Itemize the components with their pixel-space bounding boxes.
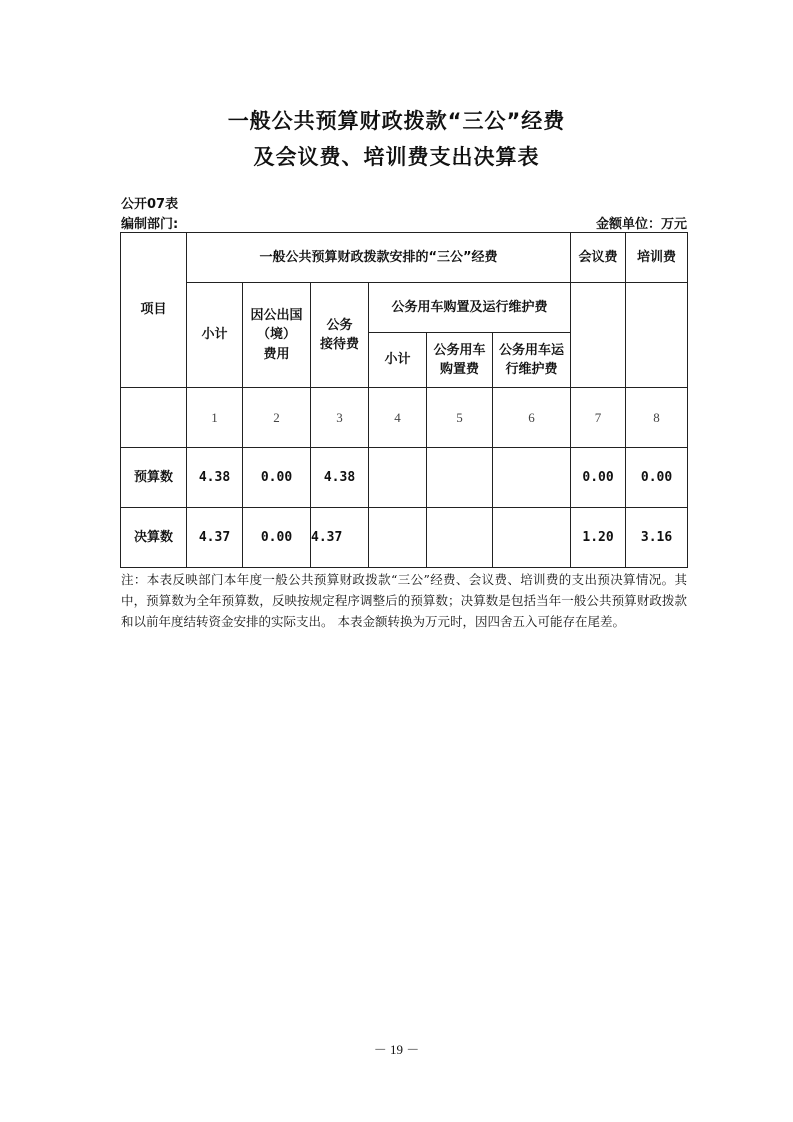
header-abroad-line-3: 费用 xyxy=(263,346,290,362)
header-vehicle-operation xyxy=(493,333,571,388)
header-abroad-line-1: 因公出国 xyxy=(250,307,303,323)
row-label-budget: 预算数 xyxy=(121,448,187,508)
cell-final-vehicle-purchase xyxy=(427,508,493,568)
header-abroad-line-2: （境） xyxy=(256,327,296,343)
cell-budget-vehicle-purchase xyxy=(427,448,493,508)
header-vehicle-purchase-line-2: 购置费 xyxy=(439,362,479,377)
header-project: 项目 xyxy=(121,233,187,388)
header-vehicle-purchase-line-1: 公务用车 xyxy=(433,342,486,358)
header-vehicle-subtotal: 小计 xyxy=(369,333,427,388)
page-title-line-1: 一般公共预算财政拨款“三公”经费 xyxy=(227,109,566,133)
header-training-fee: 培训费 xyxy=(626,233,688,283)
header-reception-line-1: 公务 xyxy=(326,317,353,333)
column-number: 8 xyxy=(626,388,688,448)
column-number: 2 xyxy=(243,388,311,448)
page-number: － 19 － xyxy=(373,1042,420,1057)
column-number: 7 xyxy=(571,388,626,448)
header-vehicle-group: 公务用车购置及运行维护费 xyxy=(369,283,571,333)
header-meeting-blank xyxy=(571,283,626,388)
header-sangong-group: 一般公共预算财政拨款安排的“三公”经费 xyxy=(187,233,571,283)
header-training-blank xyxy=(626,283,688,388)
column-number-blank xyxy=(121,388,187,448)
header-vehicle-operation-line-1: 公务用车运 xyxy=(499,342,565,358)
header-vehicle-operation-line-2: 行维护费 xyxy=(505,362,558,377)
header-abroad-fee xyxy=(243,283,311,388)
table-note: 注：本表反映部门本年度一般公共预算财政拨款“三公”经费、会议费、培训费的支出预决算情况。其中，预算数为全年预算数，反映按规定程序调整后的预算数；决算数是包括当年一般公共预算财政拨款和以前年度结转资金安排的实际支出。 本表金额转换为万元时，因四舍五入可能存在尾差。 xyxy=(121,572,687,629)
header-subtotal: 小计 xyxy=(187,283,243,388)
cell-final-subtotal: 4.37 xyxy=(187,508,243,568)
header-reception-fee xyxy=(311,283,369,388)
department-label: 编制部门: xyxy=(121,217,179,232)
form-code: 公开07表 xyxy=(121,197,179,212)
amount-unit-label: 金额单位：万元 xyxy=(595,217,687,232)
page-title-line-2: 及会议费、培训费支出决算表 xyxy=(253,145,540,169)
header-vehicle-purchase xyxy=(427,333,493,388)
cell-final-abroad: 0.00 xyxy=(243,508,311,568)
cell-budget-abroad: 0.00 xyxy=(243,448,311,508)
header-reception-line-2: 接待费 xyxy=(319,337,359,352)
column-number: 6 xyxy=(493,388,571,448)
column-number: 4 xyxy=(369,388,427,448)
cell-budget-subtotal: 4.38 xyxy=(187,448,243,508)
cell-final-meeting: 1.20 xyxy=(571,508,626,568)
column-number: 1 xyxy=(187,388,243,448)
cell-budget-training: 0.00 xyxy=(626,448,688,508)
cell-budget-vehicle-operation xyxy=(493,448,571,508)
cell-budget-meeting: 0.00 xyxy=(571,448,626,508)
cell-final-vehicle-operation xyxy=(493,508,571,568)
column-number: 5 xyxy=(427,388,493,448)
expenditure-table xyxy=(120,232,688,568)
cell-budget-vehicle-subtotal xyxy=(369,448,427,508)
table-row-final xyxy=(121,508,688,568)
cell-budget-reception: 4.38 xyxy=(311,448,369,508)
cell-final-reception: 4.37 xyxy=(311,508,369,568)
cell-final-training: 3.16 xyxy=(626,508,688,568)
row-label-final: 决算数 xyxy=(121,508,187,568)
column-number: 3 xyxy=(311,388,369,448)
table-row-budget xyxy=(121,448,688,508)
cell-final-vehicle-subtotal xyxy=(369,508,427,568)
header-meeting-fee: 会议费 xyxy=(571,233,626,283)
